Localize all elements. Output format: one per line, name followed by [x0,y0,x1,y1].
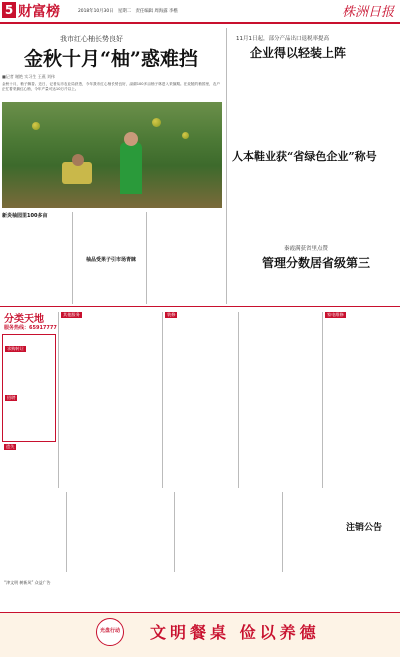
ad-block [3,354,55,384]
column-rule [72,212,73,304]
category-tag: 招聘 [7,395,16,400]
main-byline: ■记者 谢艳 实习生 王燕 刘伟 [2,74,55,79]
category-tag: 求购转让 [7,346,24,351]
tax-col-1 [230,62,310,142]
category-tag: 遗失 [6,444,15,449]
section-divider [0,306,400,307]
category-tag: 家电维修 [327,312,344,317]
sub-caption: 柚品受果子引市场青睐 [86,257,137,263]
dateline: 2018年10月30日 星期二 责任编辑 周海露 李樵 [78,9,178,14]
main-col-1 [2,220,70,300]
footer-slogan: “津文明 树新风” 众益广告 [4,580,51,585]
seed-col-2 [314,272,396,304]
banner-slogan: 文明餐桌 俭以养德 [150,623,320,642]
section-title: 财富榜 [18,4,60,20]
shoe-col-2 [314,166,396,226]
photo-caption: 新炎柚园里100多亩 [2,213,48,219]
clean-plate-logo [96,618,124,646]
notice-title: 注销公告 [346,523,383,533]
orchard-photo [2,102,222,208]
main-kicker: 我市红心柚长势良好 [60,35,123,43]
lost-notices-col-4 [282,492,337,572]
tax-headline: 企业得以轻装上阵 [250,46,347,60]
column-rule [146,212,147,304]
classified-left-col [2,334,56,442]
page-header [0,0,400,24]
category-tag: 其他服务 [63,312,80,317]
classified-title: 分类天地 [4,310,44,325]
ad-block [3,403,55,433]
column-rule [226,28,227,304]
lost-notices-col-3 [174,492,281,572]
page-number: 5 [2,2,16,18]
notice-body [338,534,396,574]
tax-col-2 [314,62,396,142]
logo-text: 光盘行动 [99,628,120,634]
shoe-col-1 [230,166,310,226]
tax-kicker: 11月1日起，部分产品出口退税率提高 [236,36,329,42]
main-col-3 [148,212,222,304]
main-lead: 金秋十月，柚子飘香。近日，记者从市农业局获悉，今年我市红心柚长势良好，渌湖100多亩柚子林进入采摘期。在炎陵的柚园里，农户正忙着采摘红心柚，今年产量可达10万斤以上。 [2,82,220,91]
main-headline: 金秋十月“柚”惑难挡 [24,48,198,70]
category-tag: 装修 [167,312,176,317]
classified-col-4 [238,312,321,488]
lost-notices-col-1 [2,452,64,572]
classified-col-5 [322,312,399,488]
seed-headline: 管理分数居省级第三 [262,256,371,270]
seed-kicker: 秦霞满获省里点赞 [284,246,329,252]
hotline-number: 65917777 [29,325,57,331]
shoe-headline: 人本鞋业获“省绿色企业”称号 [232,150,377,163]
classified-col-3 [162,312,237,488]
lost-notices-col-2 [66,492,173,572]
hotline-label: 服务热线： [4,325,30,331]
seed-col-1 [230,272,310,304]
masthead: 株洲日报 [341,5,394,20]
classified-col-2 [58,312,161,488]
classified-hotline [4,324,57,331]
